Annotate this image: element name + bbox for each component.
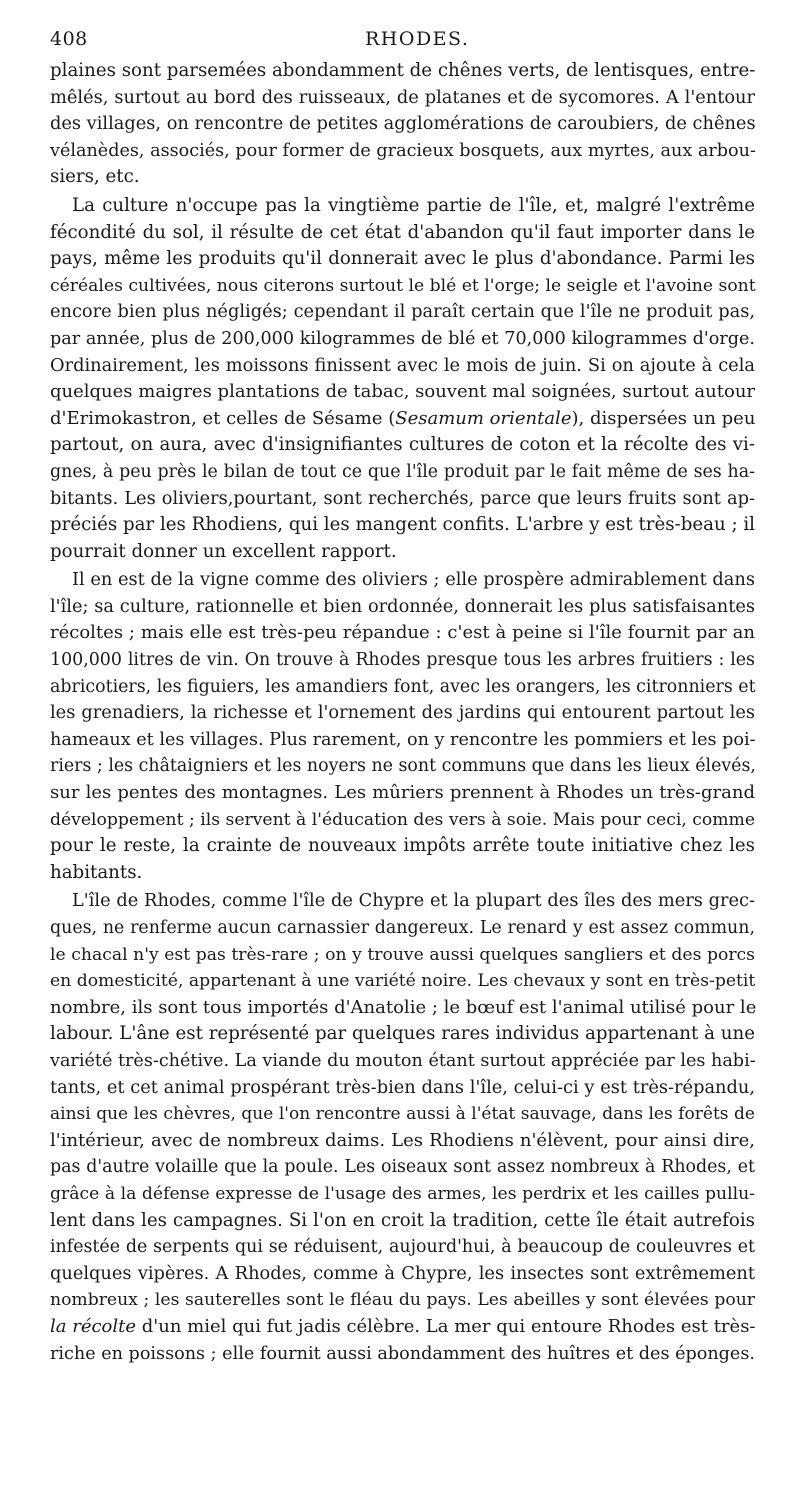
text-line: riche en poissons ; elle fournit aussi abondamment des huîtres et des éponges. — [50, 1343, 755, 1364]
text-line: d'Erimokastron, et celles de Sésame (Sesamum orientale), dispersées un peu — [50, 407, 756, 429]
text-line: plaines sont parsemées abondamment de chênes verts, de lentisques, entre- — [50, 60, 756, 81]
text-line: le chacal n'y est pas très-rare ; on y trouve aussi quelques sangliers et des porcs — [50, 944, 755, 965]
text-line: gnes, à peu près le bilan de tout ce que l'île produit par le fait même de ses ha- — [50, 461, 755, 482]
text-line: riers ; les châtaigniers et les noyers ne sont communs que dans les lieux élevés, — [50, 756, 756, 777]
text-line: labour. L'âne est représenté par quelques rares individus appartenant à une — [50, 1023, 755, 1045]
paragraph — [50, 193, 755, 565]
text-line: fécondité du sol, il résulte de cet état d'abandon qu'il faut importer dans le — [50, 221, 755, 243]
text-line: partout, on aura, avec d'insignifiantes cultures de coton et la récolte des vi- — [50, 434, 755, 456]
text-line: lent dans les campagnes. Si l'on en croit la tradition, cette île était autrefois — [50, 1209, 755, 1231]
text-line: sur les pentes des montagnes. Les mûriers prennent à Rhodes un très-grand — [50, 782, 755, 804]
text-line: nombreux ; les sauterelles sont le fléau du pays. Les abeilles y sont élevées pour — [50, 1290, 755, 1311]
text-line: La culture n'occupe pas la vingtième partie de l'île, et, malgré l'extrême — [72, 194, 755, 216]
text-line: quelques maigres plantations de tabac, souvent mal soignées, surtout autour — [50, 381, 756, 403]
text-line: l'intérieur, avec de nombreux daims. Les Rhodiens n'élèvent, pour ainsi dire, — [50, 1129, 755, 1151]
text-line: mêlés, surtout au bord des ruisseaux, de platanes et de sycomores. A l'entour — [50, 86, 755, 108]
text-line: des villages, on rencontre de petites agglomérations de caroubiers, de chênes — [50, 113, 756, 135]
text-line: la récolte d'un miel qui fut jadis célèbre. La mer qui entoure Rhodes est très- — [50, 1315, 756, 1337]
text-line: 100,000 litres de vin. On trouve à Rhodes presque tous les arbres fruitiers : les — [50, 650, 755, 671]
text-line: abricotiers, les figuiers, les amandiers font, avec les orangers, les citronniers et — [50, 676, 756, 697]
text-line: pour le reste, la crainte de nouveaux impôts arrête toute initiative chez les — [50, 835, 755, 857]
text-line: quelques vipères. A Rhodes, comme à Chypre, les insectes sont extrêmement — [50, 1262, 755, 1284]
species-name: Sesamum orientale — [395, 407, 572, 429]
book-page — [50, 28, 755, 1507]
emphasis-text: la récolte — [50, 1315, 137, 1337]
page-number: 408 — [50, 28, 88, 50]
text-line: vélanèdes, associés, pour former de gracieux bosquets, aux myrtes, aux arbou- — [50, 140, 756, 161]
bottom-margin — [50, 1367, 755, 1507]
text-line: grâce à la défense expresse de l'usage des armes, les perdrix et les cailles pullu- — [50, 1183, 755, 1204]
paragraph — [50, 58, 755, 191]
text-line: bitants. Les oliviers,pourtant, sont recherchés, parce que leurs fruits sont ap- — [50, 487, 755, 509]
text-line: encore bien plus négligés; cependant il paraît certain que l'île ne produit pas, — [50, 301, 755, 323]
text-line: variété très-chétive. La viande du mouton étant surtout appréciée par les habi- — [50, 1050, 756, 1071]
text-line: ainsi que les chèvres, que l'on rencontre aussi à l'état sauvage, dans les forêts de — [50, 1104, 755, 1125]
text-line: tants, et cet animal prospérant très-bien dans l'île, celui-ci y est très-répandu, — [50, 1076, 755, 1098]
text-line: pourrait donner un excellent rapport. — [50, 540, 397, 562]
text-line: ques, ne renferme aucun carnassier dangereux. Le renard y est assez commun, — [50, 918, 755, 938]
text-line: préciés par les Rhodiens, qui les mangent confits. L'arbre y est très-beau ; il — [50, 514, 755, 536]
running-title: RHODES. — [365, 28, 470, 50]
text-line: L'île de Rhodes, comme l'île de Chypre et la plupart des îles des mers grec- — [72, 890, 755, 912]
text-line: par année, plus de 200,000 kilogrammes de blé et 70,000 kilogrammes d'orge. — [50, 328, 755, 349]
text-line: l'île; sa culture, rationnelle et bien ordonnée, donnerait les plus satisfaisantes — [50, 595, 755, 617]
text-line: hameaux et les villages. Plus rarement, on y rencontre les pommiers et les poi- — [50, 729, 756, 750]
text-line: nombre, ils sont tous importés d'Anatolie ; le bœuf est l'animal utilisé pour le — [50, 996, 757, 1018]
text-line: infestée de serpents qui se réduisent, aujourd'hui, à beaucoup de couleuvres et — [50, 1237, 755, 1258]
paragraph — [50, 567, 755, 886]
text-line: développement ; ils servent à l'éducation des vers à soie. Mais pour ceci, comme — [50, 809, 756, 830]
text-line: habitants. — [50, 861, 143, 883]
text-line: les grenadiers, la richesse et l'ornement des jardins qui entourent partout les — [50, 702, 755, 724]
text-line: pays, même les produits qu'il donnerait avec le plus d'abondance. Parmi les — [50, 248, 755, 270]
paragraph — [50, 888, 755, 1367]
text-line: siers, etc. — [50, 166, 140, 188]
text-line: Ordinairement, les moissons finissent avec le mois de juin. Si on ajoute à cela — [50, 354, 755, 376]
body-text — [50, 58, 755, 1367]
text-line: récoltes ; mais elle est très-peu répandue : c'est à peine si l'île fournit par an — [50, 622, 755, 644]
text-line: céréales cultivées, nous citerons surtout le blé et l'orge; le seigle et l'avoine sont — [50, 275, 756, 296]
text-line: en domesticité, appartenant à une variété noire. Les chevaux y sont en très-petit — [50, 971, 756, 992]
text-line: pas d'autre volaille que la poule. Les oiseaux sont assez nombreux à Rhodes, et — [50, 1157, 755, 1178]
page-header — [50, 28, 755, 56]
text-line: Il en est de la vigne comme des oliviers ; elle prospère admirablement dans — [72, 569, 755, 591]
